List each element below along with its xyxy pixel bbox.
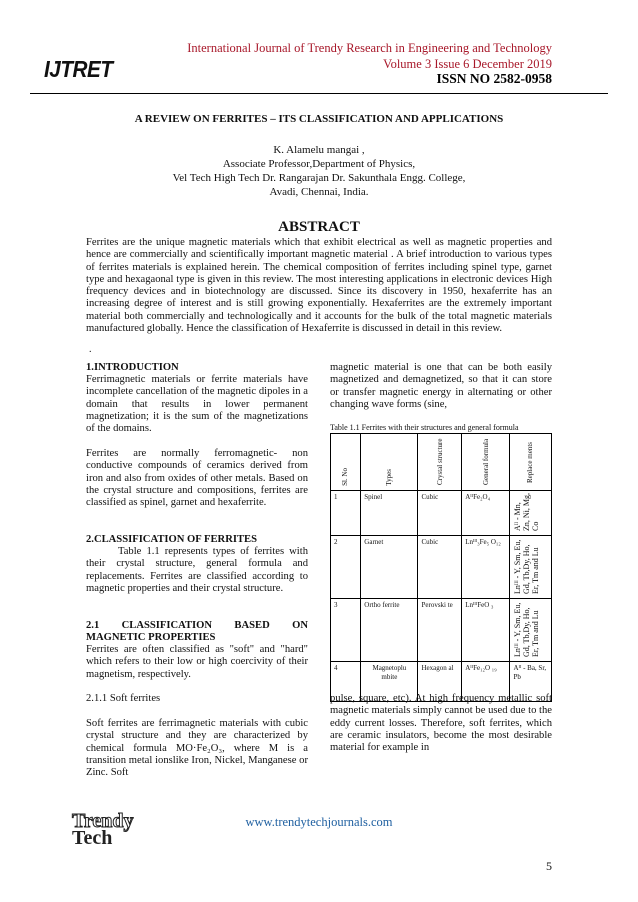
journal-name: International Journal of Trendy Research in Engineering and Technology: [187, 41, 552, 55]
intro-heading: 1.INTRODUCTION: [86, 362, 179, 373]
header-rule: [30, 93, 608, 94]
table-cell: Lnᴵᴵᴵ₃Fe₅ O₁₂: [462, 536, 510, 599]
right-paragraph-2: pulse, square, etc). At high frequency metallic soft magnetic materials simply cannot be used due to the eddy current losses. Therefore, soft ferrites, which are ceramic insulators, become the most desirable material for example in: [330, 693, 552, 754]
table-cell: Cubic: [418, 536, 462, 599]
table-cell: LnᴵᴵᴵFeO ₃: [462, 599, 510, 662]
soft-ferrites-heading: 2.1.1 Soft ferrites: [86, 693, 161, 704]
footer-logo-line1: Trendy: [72, 810, 134, 832]
intro-paragraph-1: Ferrimagnetic materials or ferrite materials have incomplete cancellation of the magnetic dipoles in a domain that results in lower permanent magnetization; it is the sum of the magnetizations of the domains.: [86, 374, 308, 435]
author-institution: Vel Tech High Tech Dr. Rangarajan Dr. Sakunthala Engg. College,: [172, 172, 466, 184]
table-cell: AᴵᴵFe₁₂O ₁₉: [462, 662, 510, 702]
table-header-cell: Crystal structure: [418, 434, 462, 491]
abstract-dot: .: [89, 344, 92, 355]
abstract-heading: ABSTRACT: [278, 219, 360, 235]
paper-title: A REVIEW ON FERRITES – ITS CLASSIFICATION AND APPLICATIONS: [134, 113, 504, 125]
author-position: Associate Professor,Department of Physics,: [222, 158, 416, 170]
table-cell: Cubic: [418, 491, 462, 536]
table-cell: Ortho ferrite: [361, 599, 418, 662]
table-cell: Garnet: [361, 536, 418, 599]
journal-logo: IJTRET: [44, 56, 113, 82]
table-header-cell: Sl. No: [331, 434, 361, 491]
table-cell: 4: [331, 662, 361, 702]
table-row: [331, 599, 552, 662]
table-cell: 2: [331, 536, 361, 599]
abstract-text: Ferrites are the unique magnetic materials which that exhibit electrical as well as magnetic properties and hence are commercially and scientifically important magnetic material . A brief introduction to various types of ferrites materials is explained herein. The chemical composition of ferrites including spinel type, garnet type and hexagaonal type is given in this review. The most interesting applications in electronic devices High frequency devices and in biotechnology are discussed. Since its discovery in 1950, hexaferrite has an increasing degree of interest and is still growing exponentially. Hexaferrites are the extremely important material both commercially and technologically and it accounts for the bulk of the total magnetic materials manufactured globally. Hence the classification of Hexaferrite is discussed in detail in this review.: [86, 237, 552, 335]
table-header-cell: General formula: [462, 434, 510, 491]
magnetic-heading: 2.1 CLASSIFICATION BASED ON MAGNETIC PROPERTIES: [86, 620, 308, 644]
table-row: [331, 491, 552, 536]
table-cell: 1: [331, 491, 361, 536]
classification-paragraph: Table 1.1 represents types of ferrites with their crystal structure, general formula and replacements. Ferrites are classified according to magnetic properties and their crystal structure.: [86, 546, 308, 594]
table-cell: Lnᴵᴵᴵ - Y, Sm, Eu, Gd, Tb,Dy, Ho, Er, Tm and Lu: [510, 599, 552, 662]
classification-heading: 2.CLASSIFICATION OF FERRITES: [86, 534, 258, 545]
author-location: Avadi, Chennai, India.: [269, 186, 369, 198]
table-cell: Lnᴵᴵᴵ - Y, Sm, Eu, Gd, Tb,Dy, Ho, Er, Tm and Lu: [510, 536, 552, 599]
table-cell: AᴵᴵFe₂O₄: [462, 491, 510, 536]
journal-issn: ISSN NO 2582-0958: [436, 71, 552, 86]
table-caption: Table 1.1 Ferrites with their structures and general formula: [330, 423, 519, 432]
table-cell: Hexagon al: [418, 662, 462, 702]
ferrites-table: [330, 433, 552, 702]
table-header-cell: Types: [361, 434, 418, 491]
table-cell: 3: [331, 599, 361, 662]
table-cell: Spinel: [361, 491, 418, 536]
intro-paragraph-2: Ferrites are normally ferromagnetic- non conductive compounds of ceramics derived from iron and also from oxides of other metals. Based on the crystal structure and compositions, ferrites are classified as spinel, garnet and hexaferrite.: [86, 448, 308, 509]
table-cell: Aᴵᴵ - Mn, Zn, Ni, Mg, Co: [510, 491, 552, 536]
table-cell: Perovski te: [418, 599, 462, 662]
table-cell: Magnetoplu mbite: [361, 662, 418, 702]
table-cell: Aᴵᴵ - Ba, Sr, Pb: [510, 662, 552, 702]
table-header-row: [331, 434, 552, 491]
right-paragraph-1: magnetic material is one that can be both easily magnetized and demagnetized, so that it can store or transfer magnetic energy in alternating or other changing wave forms (sine,: [330, 362, 552, 410]
journal-url-link[interactable]: www.trendytechjournals.com: [245, 815, 393, 829]
table-header-cell: Replace ments: [510, 434, 552, 491]
table-row: [331, 536, 552, 599]
magnetic-paragraph: Ferrites are often classified as "soft" and "hard" which refers to their low or high coercivity of their magnetism, respectively.: [86, 644, 308, 680]
footer-logo-line2: Tech: [72, 827, 113, 849]
page-number: 5: [546, 859, 552, 873]
soft-ferrites-paragraph: Soft ferrites are ferrimagnetic materials with cubic crystal structure and they are characterized by chemical formula MO·Fe₂O₃, where M is a transition metal ionslike Iron, Nickel, Manganese or Zinc. Soft: [86, 718, 308, 779]
journal-volume: Volume 3 Issue 6 December 2019: [383, 57, 552, 71]
author-name: K. Alamelu mangai ,: [273, 144, 365, 156]
